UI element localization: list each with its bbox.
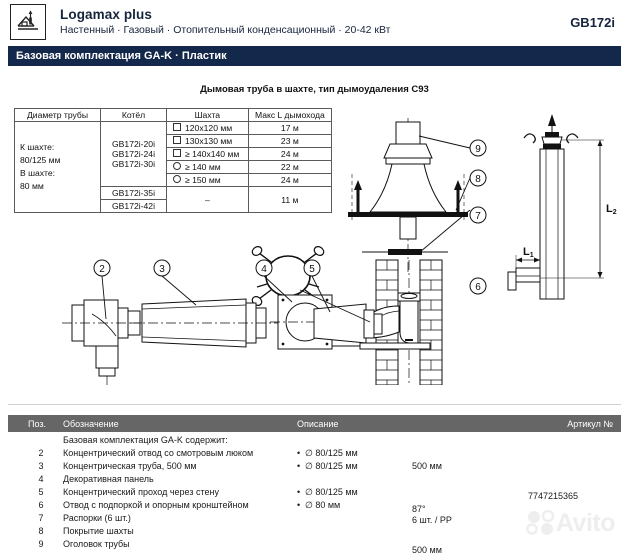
article-number: 7747215365 [528,491,579,501]
house-chimney-icon [10,4,46,40]
page-header [0,0,629,44]
technical-diagram [0,100,629,385]
concentric-pipe-part [130,299,280,347]
row-position: 2 [38,448,44,458]
parts-intro-text: Базовая комплектация GA-K содержит: [63,435,228,445]
dimension-label-l2: L2 [606,203,617,216]
max-length-cell: 17 м [248,122,331,135]
shaft-size-cell: 130x130 мм [167,135,249,148]
max-length-cell: 11 м [248,187,331,213]
boiler-label: GB172i-35i [101,187,167,200]
parts-table-body [8,432,621,555]
shaft-size-cell: ≥ 140x140 мм [167,148,249,161]
brand-block [60,7,570,37]
header-article: Артикул № [567,418,613,429]
chimney-terminal-drawing [348,118,468,275]
header-boiler: Котёл [101,109,167,122]
row-description: • ∅ 80 мм [297,500,341,510]
parts-table-header [8,415,621,432]
callout-6: 6 [475,282,481,293]
callout-4: 4 [261,264,267,275]
header-description: Описание [297,418,339,429]
callout-9: 9 [475,144,481,155]
row-designation: Концентрическая труба, 500 мм [63,461,197,471]
section-banner-label: Базовая комплектация GA-K · Пластик [16,50,227,62]
row-designation: Декоративная панель [63,474,154,484]
row-designation: Распорки (6 шт.) [63,513,131,523]
callout-5: 5 [309,264,315,275]
model-number: GB172i [570,14,615,30]
row-description: • ∅ 80/125 мм [297,448,358,458]
diameter-line-4: 80 мм [20,181,44,191]
row-position: 3 [38,461,44,471]
section-banner [8,46,621,66]
max-length-cell: 24 м [248,148,331,161]
callout-7: 7 [475,211,481,222]
boiler-label: GB172i-24i [112,149,155,159]
callout-3: 3 [159,264,165,275]
row-designation: Оголовок трубы [63,539,130,549]
wall-duct-part [314,304,382,343]
row-midvalue: 500 мм [412,461,442,471]
header-shaft: Шахта [167,109,249,122]
installation-elevation-drawing [508,114,604,299]
row-description: • ∅ 80/125 мм [297,461,358,471]
row-designation: Покрытие шахты [63,526,134,536]
callout-2: 2 [99,264,105,275]
brand-subtitle: Настенный · Газовый · Отопительный конденсационный · 20-42 кВт [60,24,391,36]
section-divider [8,404,621,405]
row-midvalue: 6 шт. / PP [412,515,452,525]
shaft-size-cell: 120x120 мм [167,122,249,135]
row-position: 5 [38,487,44,497]
header-designation: Обозначение [63,418,119,429]
row-designation: Отвод с подпоркой и опорным кронштейном [63,500,249,510]
row-position: 4 [38,474,44,484]
row-position: 9 [38,539,44,549]
diameter-line-2: 80/125 мм [20,155,61,165]
parts-list-table [8,415,621,555]
brand-title: Logamax plus [60,7,152,22]
boiler-label: GB172i-42i [101,200,167,213]
avito-watermark-text: Avito [555,508,615,537]
figure-caption: Дымовая труба в шахте, тип дымоудаления C93 [200,84,429,95]
header-position: Поз. [28,418,46,429]
shaft-size-cell: ≥ 140 мм [167,161,249,174]
callout-8: 8 [475,174,481,185]
row-position: 8 [38,526,44,536]
row-midvalue: 87° [412,504,426,514]
max-length-cell: 24 м [248,174,331,187]
dimension-label-l1: L1 [523,246,534,259]
max-length-cell: 22 м [248,161,331,174]
row-midvalue: 500 мм [412,545,442,555]
shaft-size-cell: ≥ 150 мм [167,174,249,187]
diameter-line-3: В шахте: [20,168,56,178]
row-designation: Концентрический отвод со смотровым люком [63,448,254,458]
row-position: 7 [38,513,44,523]
max-length-cell: 23 м [248,135,331,148]
boiler-label: GB172i-20i [112,139,155,149]
shaft-size-cell: – [167,187,249,213]
header-maxlength: Макс L дымохода [248,109,331,122]
boiler-label: GB172i-30i [112,159,155,169]
row-position: 6 [38,500,44,510]
diameter-line-1: К шахте: [20,142,55,152]
row-designation: Концентрический проход через стену [63,487,219,497]
header-diameter: Диаметр трубы [15,109,101,122]
row-description: • ∅ 80/125 мм [297,487,358,497]
